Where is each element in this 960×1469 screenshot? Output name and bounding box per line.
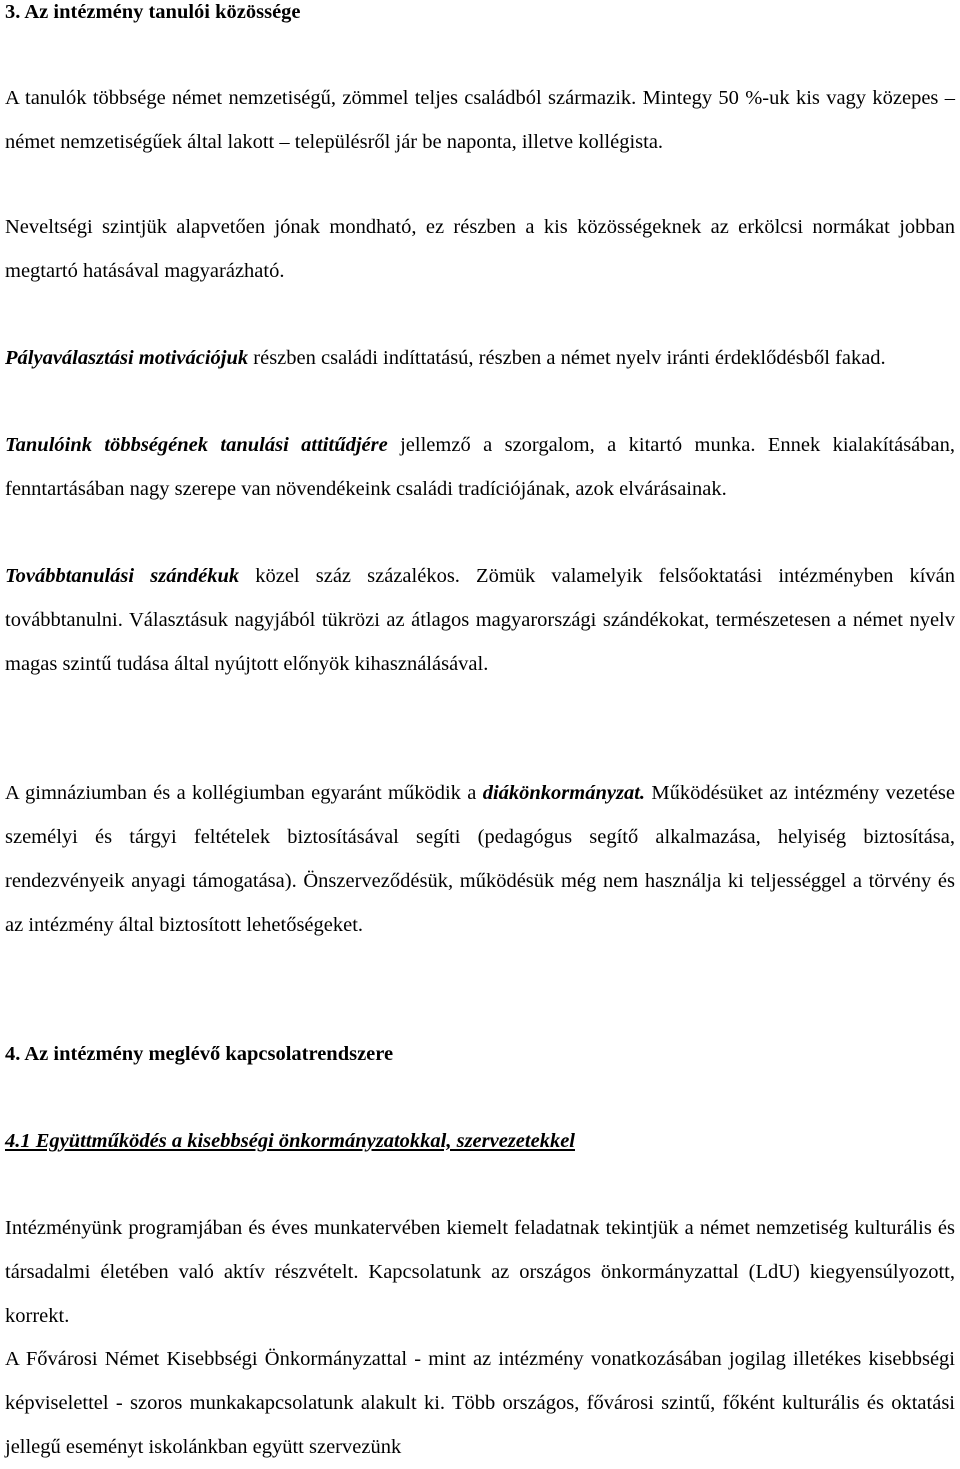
- further-study-emphasis: Továbbtanulási szándékuk: [5, 565, 240, 587]
- paragraph-further-study: [5, 554, 955, 686]
- student-government-text: Működésüket az intézmény vezetése személyi és tárgyi feltételek biztosításával segíti (pedagógus segítő alkalmazása, helyiség biztosítása, rendezvényeik anyagi támogatása). Önszerveződésük, működésük még nem használja ki teljességgel a törvény és az intézmény által biztosított lehetőségeket.: [5, 782, 955, 936]
- paragraph-budapest-self-government: A Fővárosi Német Kisebbségi Önkormányzattal - mint az intézmény vonatkozásában jogilag illetékes kisebbségi képviselettel - szoros munkakapcsolatunk alakult ki. Több országos, fővárosi szintű, főként kulturális és oktatási jellegű eseményt iskolánkban együtt szervezünk: [5, 1348, 955, 1458]
- section-4-heading: 4. Az intézmény meglévő kapcsolatrendszere: [5, 1043, 394, 1065]
- paragraph-national-minority-role: Intézményünk programjában és éves munkatervében kiemelt feladatnak tekintjük a német nemzetiség kulturális és társadalmi életében való aktív részvételt. Kapcsolatunk az országos önkormányzattal (LdU) kiegyensúlyozott, korrekt.: [5, 1217, 955, 1327]
- section-4-1-heading: 4.1 Együttműködés a kisebbségi önkormányzatokkal, szervezetekkel: [5, 1130, 575, 1152]
- paragraph-learning-attitude: [5, 423, 955, 511]
- paragraph-career-motivation: [5, 336, 955, 380]
- further-study-text: közel száz százalékos. Zömük valamelyik felsőoktatási intézményben kíván továbbtanulni. Választásuk nagyjából tükrözi az átlagos magyarországi szándékokat, természetesen a német nyelv magas szintű tudása által nyújtott előnyök kihasználásával.: [5, 565, 955, 675]
- learning-attitude-text: jellemző a szorgalom, a kitartó munka. Ennek kialakításában, fenntartásában nagy szerepe van növendékeink családi tradíciójának, azok elvárásainak.: [5, 434, 955, 500]
- student-government-intro: A gimnáziumban és a kollégiumban egyaránt működik a: [5, 782, 483, 804]
- paragraph-upbringing-level: Neveltségi szintjük alapvetően jónak mondható, ez részben a kis közösségeknek az erkölcsi normákat jobban megtartó hatásával magyarázható.: [5, 216, 955, 282]
- paragraph-student-government: [5, 771, 955, 947]
- career-motivation-text: részben családi indíttatású, részben a német nyelv iránti érdeklődésből fakad.: [248, 347, 886, 369]
- section-3-heading: 3. Az intézmény tanulói közössége: [5, 1, 301, 23]
- learning-attitude-emphasis: Tanulóink többségének tanulási attitűdjére: [5, 434, 388, 456]
- student-government-emphasis: diákönkormányzat.: [482, 782, 646, 804]
- paragraph-student-background: A tanulók többsége német nemzetiségű, zömmel teljes családból származik. Mintegy 50 %-uk kis vagy közepes – német nemzetiségűek által lakott – településről jár be naponta, illetve kollégista.: [5, 87, 955, 153]
- career-motivation-emphasis: Pályaválasztási motivációjuk: [5, 347, 249, 369]
